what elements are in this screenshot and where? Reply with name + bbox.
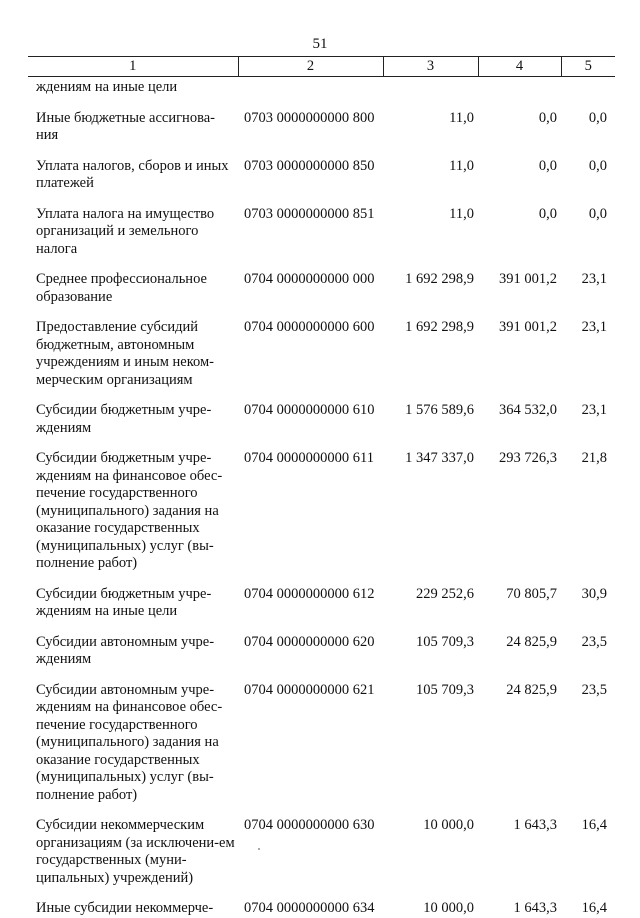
row-col5: 0,0 (588, 205, 607, 222)
row-code: 0704 0000000000 000 (244, 271, 375, 287)
row-col5: 23,5 (581, 633, 607, 650)
row-code: 0704 0000000000 621 (244, 681, 375, 698)
table-row (28, 306, 615, 389)
row-col5: 0,0 (588, 157, 607, 174)
row-col4: 0,0 (538, 157, 557, 174)
row-code: 0703 0000000000 851 (244, 205, 375, 222)
row-col4: 1 643,3 (513, 817, 557, 833)
row-col3: 11,0 (449, 157, 474, 174)
row-name: Субсидии автономным учре-ждениям на финансовое обес-печение государственного (муниципального) задания на оказание государственных (муниципальных) услуг (вы-полнение работ) (36, 681, 223, 803)
column-header-3: 3 (383, 57, 478, 77)
row-col3: 105 709,3 (416, 633, 474, 650)
row-col3: 10 000,0 (423, 900, 474, 916)
row-col3: 229 252,6 (416, 585, 474, 602)
header-row (28, 57, 615, 77)
row-code (238, 77, 383, 97)
row-name: Субсидии бюджетным учре-ждениям на иные цели (36, 585, 212, 619)
scan-speck (258, 848, 260, 850)
row-col3 (383, 77, 478, 97)
row-col4: 0,0 (538, 109, 557, 126)
row-code: 0704 0000000000 612 (244, 585, 375, 602)
table-row (28, 145, 615, 193)
row-code: 0704 0000000000 610 (244, 402, 375, 418)
row-name: Предоставление субсидий бюджетным, автономным учреждениям и иным неком-мерческим организациям (36, 319, 214, 388)
row-col3: 1 692 298,9 (405, 319, 474, 335)
row-col3: 10 000,0 (423, 817, 474, 833)
table-row (28, 437, 615, 573)
row-col5: 23,1 (581, 271, 607, 287)
row-name: Уплата налогов, сборов и иных платежей (36, 157, 229, 191)
row-col4: 24 825,9 (506, 681, 557, 698)
budget-table (28, 56, 615, 918)
table-row (28, 97, 615, 145)
table-row (28, 258, 615, 306)
row-col4: 70 805,7 (506, 585, 557, 602)
row-col5: 21,8 (581, 450, 607, 466)
table-row (28, 193, 615, 259)
row-code: 0704 0000000000 620 (244, 633, 375, 650)
row-col5: 23,5 (581, 681, 607, 698)
row-col4: 293 726,3 (499, 450, 557, 466)
table-row (28, 804, 615, 887)
row-col5: 23,1 (581, 319, 607, 335)
row-name: Субсидии некоммерческим организациям (за исключени-ем государственных (муни-ципальных) учреждений) (36, 817, 235, 886)
row-col3: 105 709,3 (416, 681, 474, 698)
column-header-4: 4 (478, 57, 561, 77)
row-name: ждениям на иные цели (36, 79, 178, 95)
row-name: Уплата налога на имущество организаций и земельного налога (36, 205, 215, 257)
row-name: Иные бюджетные ассигнова-ния (36, 109, 215, 143)
table-header (28, 57, 615, 77)
row-name: Субсидии бюджетным учре-ждениям на финансовое обес-печение государственного (муниципального) задания на оказание государственных (муниципальных) услуг (вы-полнение работ) (36, 450, 223, 571)
row-col4: 0,0 (538, 205, 557, 222)
column-header-2: 2 (238, 57, 383, 77)
row-name: Среднее профессиональное образование (36, 271, 207, 305)
row-name: Субсидии бюджетным учре-ждениям (36, 402, 212, 436)
table-body (28, 77, 615, 918)
row-col5: 23,1 (581, 402, 607, 418)
row-col4: 1 643,3 (513, 900, 557, 916)
row-col4: 391 001,2 (499, 319, 557, 335)
row-code: 0703 0000000000 800 (244, 109, 375, 126)
row-col3: 11,0 (449, 205, 474, 222)
table-row (28, 573, 615, 621)
column-header-1: 1 (28, 57, 238, 77)
row-col4: 364 532,0 (499, 402, 557, 418)
row-col4: 391 001,2 (499, 271, 557, 287)
table-row (28, 669, 615, 805)
row-code: 0704 0000000000 611 (244, 450, 374, 466)
row-code: 0704 0000000000 634 (244, 900, 375, 916)
row-col3: 1 576 589,6 (405, 402, 474, 418)
table-row (28, 77, 615, 97)
row-col3: 1 347 337,0 (405, 450, 474, 466)
row-code: 0703 0000000000 850 (244, 157, 375, 174)
row-col5: 16,4 (581, 900, 607, 916)
row-name: Иные субсидии некоммерче- (36, 900, 214, 916)
row-col4: 24 825,9 (506, 633, 557, 650)
row-col5: 30,9 (581, 585, 607, 602)
row-col5 (561, 77, 615, 97)
row-col5: 16,4 (581, 817, 607, 833)
row-col3: 1 692 298,9 (405, 271, 474, 287)
row-col4 (478, 77, 561, 97)
table-row (28, 389, 615, 437)
table-row (28, 621, 615, 669)
row-col5: 0,0 (588, 109, 607, 126)
page-number: 51 (312, 36, 328, 52)
row-code: 0704 0000000000 600 (244, 319, 375, 335)
column-header-5: 5 (561, 57, 615, 77)
row-col3: 11,0 (449, 109, 474, 126)
table-row (28, 887, 615, 918)
row-name: Субсидии автономным учре-ждениям (36, 633, 215, 667)
row-code: 0704 0000000000 630 (244, 817, 375, 833)
